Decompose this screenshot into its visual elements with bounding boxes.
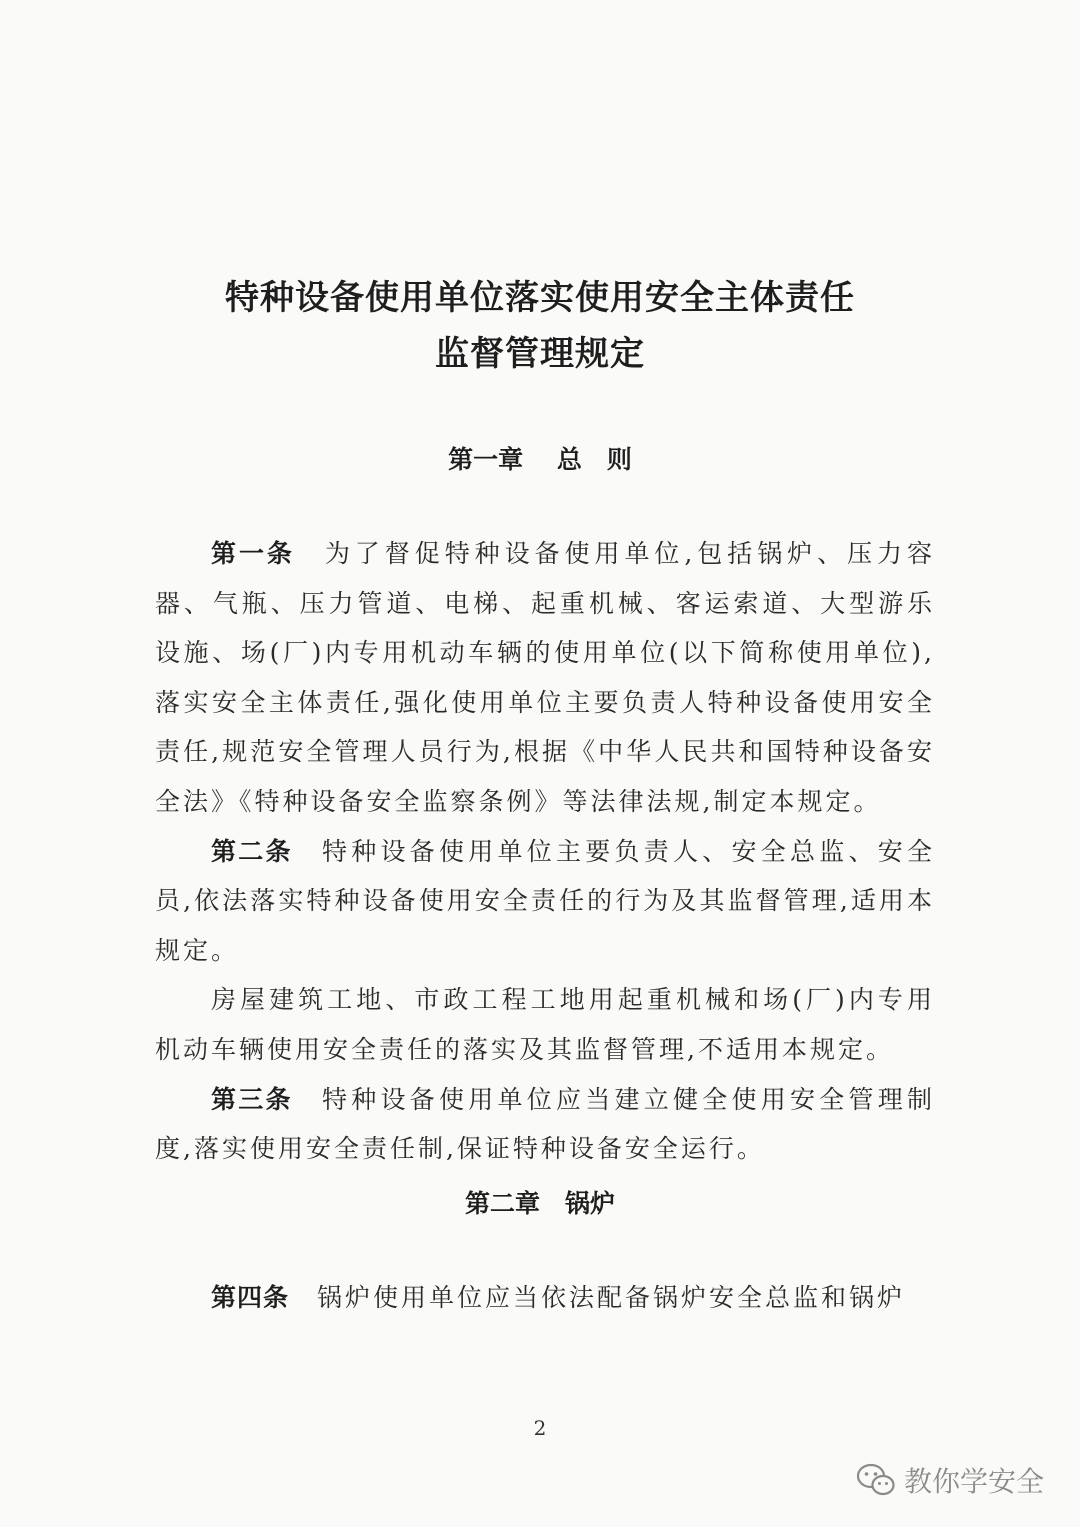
chapter2-body (155, 1273, 935, 1323)
article-paragraph (155, 1273, 935, 1323)
article-paragraph (155, 1075, 935, 1174)
watermark-text: 教你学安全 (903, 1465, 1044, 1498)
document-title-line1: 特种设备使用单位落实使用安全主体责任 (225, 278, 855, 318)
wechat-icon (856, 1463, 896, 1497)
chapter1-body (155, 529, 935, 1174)
article-label: 第二条 (211, 836, 293, 866)
article-paragraph (155, 529, 935, 827)
article-label: 第三条 (211, 1084, 293, 1114)
article-text: 特种设备使用单位主要负责人、安全总监、安全员,依法落实特种设备使用安全责任的行为及其监督管理,适用本规定。 (155, 836, 935, 965)
article-text: 特种设备使用单位应当建立健全使用安全管理制度,落实使用安全责任制,保证特种设备安全运行。 (155, 1084, 935, 1164)
page-number: 2 (533, 1416, 547, 1440)
article-text: 锅炉使用单位应当依法配备锅炉安全总监和锅炉 (317, 1283, 906, 1312)
article-label: 第一条 (211, 539, 295, 568)
article-label: 第四条 (211, 1283, 290, 1312)
article-text: 为了督促特种设备使用单位,包括锅炉、压力容器、气瓶、压力管道、电梯、起重机械、客运索道、大型游乐设施、场(厂)内专用机动车辆的使用单位(以下简称使用单位),落实安全主体责任,强化使用单位主要负责人特种设备使用安全责任,规范安全管理人员行为,根据《中华人民共和国特种设备安全法》《特种设备安全监察条例》等法律法规,制定本规定。 (155, 539, 935, 816)
article-text: 房屋建筑工地、市政工程工地用起重机械和场(厂)内专用机动车辆使用安全责任的落实及其监督管理,不适用本规定。 (155, 985, 935, 1064)
document-title-line2: 监督管理规定 (435, 334, 645, 374)
chapter-heading-1: 第一章 总 则 (448, 445, 632, 474)
watermark (856, 1460, 1044, 1500)
article-paragraph (155, 827, 935, 976)
article-paragraph (155, 975, 935, 1074)
chapter-heading-2: 第二章 锅炉 (464, 1189, 615, 1218)
